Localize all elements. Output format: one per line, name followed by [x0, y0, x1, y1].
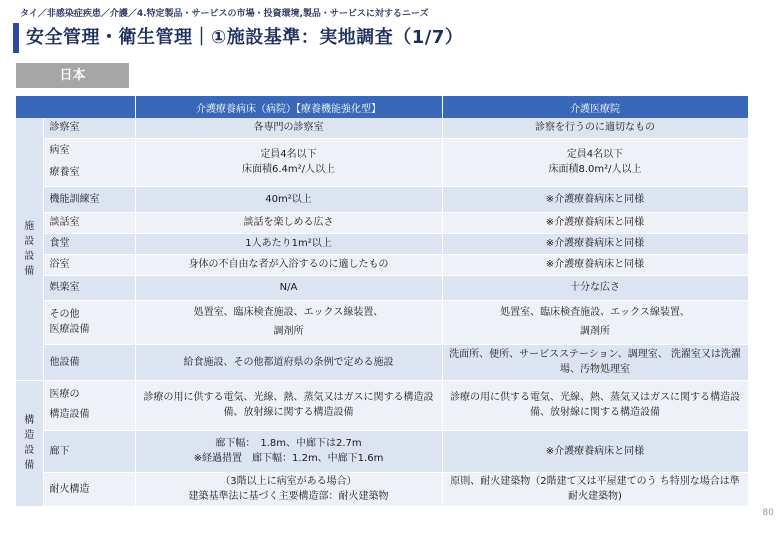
row-value-col1: N/A	[135, 275, 442, 300]
table-header-row	[16, 96, 748, 118]
row-item: 食堂	[43, 233, 135, 254]
row-value-col1: 廊下幅： 1.8m、中廊下は2.7m ※経過措置 廊下幅：1.2m、中廊下1.6m	[135, 430, 442, 472]
row-value-col1: 40m²以上	[135, 186, 442, 212]
row-item: 病室 療養室	[43, 138, 135, 186]
table-row	[16, 380, 748, 430]
country-label: 日本	[16, 63, 129, 88]
row-item: その他 医療設備	[43, 300, 135, 344]
row-item: 医療の 構造設備	[43, 380, 135, 430]
row-value-col1: 定員4名以下 床面積6.4m²/人以上	[135, 138, 442, 186]
table-row	[16, 254, 748, 275]
row-item: 他設備	[43, 344, 135, 380]
row-value-col1: 給食施設、その他都道府県の条例で定める施設	[135, 344, 442, 380]
row-value-col2: 診療の用に供する電気、光線、熱、蒸気又はガスに関する構造設備、放射線に関する構造設備	[442, 380, 748, 430]
row-value-col2: 十分な広さ	[442, 275, 748, 300]
page-title: 安全管理・衛生管理｜①施設基準：実地調査（1/7）	[26, 27, 464, 48]
table-row	[16, 212, 748, 233]
row-value-col1: 各専門の診察室	[135, 118, 442, 138]
table-row	[16, 430, 748, 472]
row-value-col1: 診療の用に供する電気、光線、熱、蒸気又はガスに関する構造設備、放射線に関する構造設備	[135, 380, 442, 430]
row-value-col2: 洗面所、便所、サービスステーション、調理室、 洗濯室又は洗濯場、汚物処理室	[442, 344, 748, 380]
row-value-col2: ※介護療養病床と同様	[442, 233, 748, 254]
header-col-ltc-ward: 介護療養病床（病院）【療養機能強化型】	[135, 96, 442, 118]
row-value-col2: ※介護療養病床と同様	[442, 430, 748, 472]
table-row	[16, 118, 748, 138]
row-value-col2: 原則、耐火建築物（2階建て又は平屋建てのう ち特別な場合は準耐火建築物)	[442, 472, 748, 506]
title-accent-bar	[13, 23, 19, 53]
table-row	[16, 472, 748, 506]
row-value-col2: ※介護療養病床と同様	[442, 254, 748, 275]
row-item: 浴室	[43, 254, 135, 275]
header-blank	[16, 96, 135, 118]
header-col-care-hospital: 介護医療院	[442, 96, 748, 118]
row-item: 娯楽室	[43, 275, 135, 300]
table-row	[16, 300, 748, 344]
group-label-facility: 施設 設備	[16, 118, 43, 380]
row-item: 診察室	[43, 118, 135, 138]
row-value-col1: （3階以上に病室がある場合） 建築基準法に基づく主要構造部：耐火建築物	[135, 472, 442, 506]
row-value-col2: ※介護療養病床と同様	[442, 186, 748, 212]
row-item: 談話室	[43, 212, 135, 233]
row-value-col2: 処置室、臨床検査施設、エックス線装置、 調剤所	[442, 300, 748, 344]
row-value-col1: 談話を楽しめる広さ	[135, 212, 442, 233]
breadcrumb: タイ／非感染症疾患／介護／4.特定製品・サービスの市場・投資環境,製品・サービスに対するニーズ	[20, 9, 429, 19]
table-row	[16, 344, 748, 380]
row-value-col2: 定員4名以下 床面積8.0m²/人以上	[442, 138, 748, 186]
table-row	[16, 138, 748, 186]
row-value-col2: 診察を行うのに適切なもの	[442, 118, 748, 138]
row-value-col1: 処置室、臨床検査施設、エックス線装置、 調剤所	[135, 300, 442, 344]
table-row	[16, 186, 748, 212]
facility-standards-table	[16, 96, 749, 507]
row-item: 機能訓練室	[43, 186, 135, 212]
table-row	[16, 233, 748, 254]
row-item: 廊下	[43, 430, 135, 472]
row-item: 耐火構造	[43, 472, 135, 506]
row-value-col1: 1人あたり1m²以上	[135, 233, 442, 254]
table-row	[16, 275, 748, 300]
row-value-col2: ※介護療養病床と同様	[442, 212, 748, 233]
row-value-col1: 身体の不自由な者が入浴するのに適したもの	[135, 254, 442, 275]
page-number: 80	[762, 508, 774, 518]
group-label-structure: 構造 設備	[16, 380, 43, 506]
